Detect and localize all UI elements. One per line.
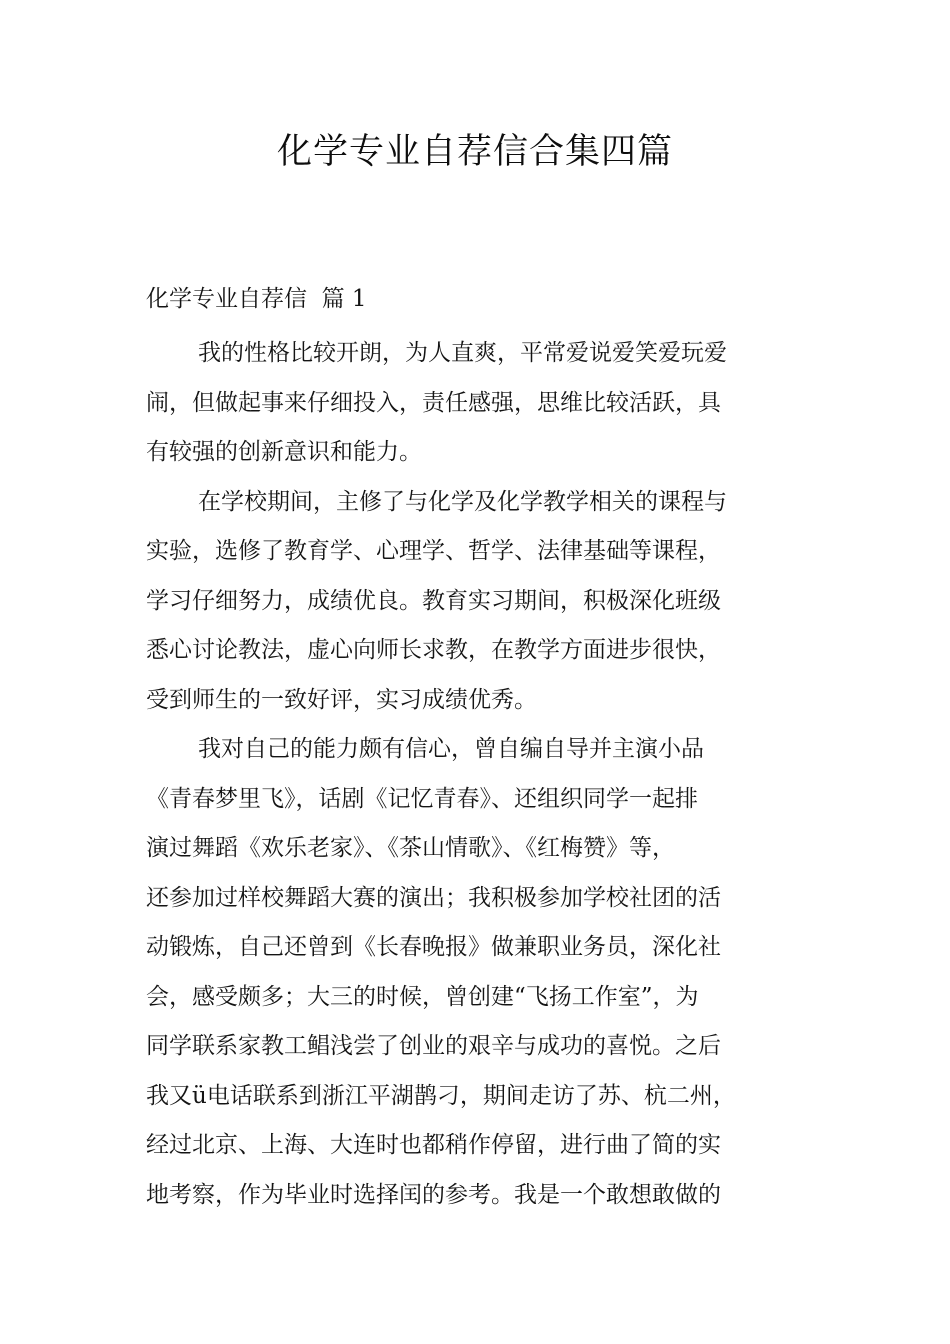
paragraph-1: 我的性格比较开朗，为人直爽，平常爱说爱笑爱玩爱 闹，但做起事来仔细投入，责任感强，思维比较活跃，具 有较强的创新意识和能力。 xyxy=(146,340,727,465)
document-title: 化学专业自荐信合集四篇 xyxy=(276,132,673,172)
document-body xyxy=(146,329,816,1220)
paragraph-3: 我对自己的能力颇有信心，曾自编自导并主演小品 《青春梦里飞》，话剧《记忆青春》、还组织同学一起排 演过舞蹈《欢乐老家》、《茶山情歌》、《红梅赞》等， 还参加过样校舞蹈大赛的演出；我积极参加学校社团的活 动锻炼，自己还曾到《长春晚报》做兼职业务员，深化社 会，感受颇多；大三的时候，曾创建“飞扬工作室”，为 同学联系家教工鲳浅尝了创业的艰辛与成功的喜悦。之后 我又ü电话联系到浙江平湖鹊刁，期间走访了苏、杭二州， 经过北京、上海、大连时也都稍作停留，进行曲了简的实 地考察，作为毕业时选择闰的参考。我是一个敢想敢做的 xyxy=(146,736,736,1208)
section-heading: 化学专业自荐信 篇 1 xyxy=(146,286,367,312)
paragraph-2: 在学校期间，主修了与化学及化学教学相关的课程与 实验，选修了教育学、心理学、哲学、法律基础等课程， 学习仔细努力，成绩优良。教育实习期间，积极深化班级 悉心讨论教法，虚心向师长求教，在教学方面进步很快， 受到师生的一致好评，实习成绩优秀。 xyxy=(146,488,727,713)
